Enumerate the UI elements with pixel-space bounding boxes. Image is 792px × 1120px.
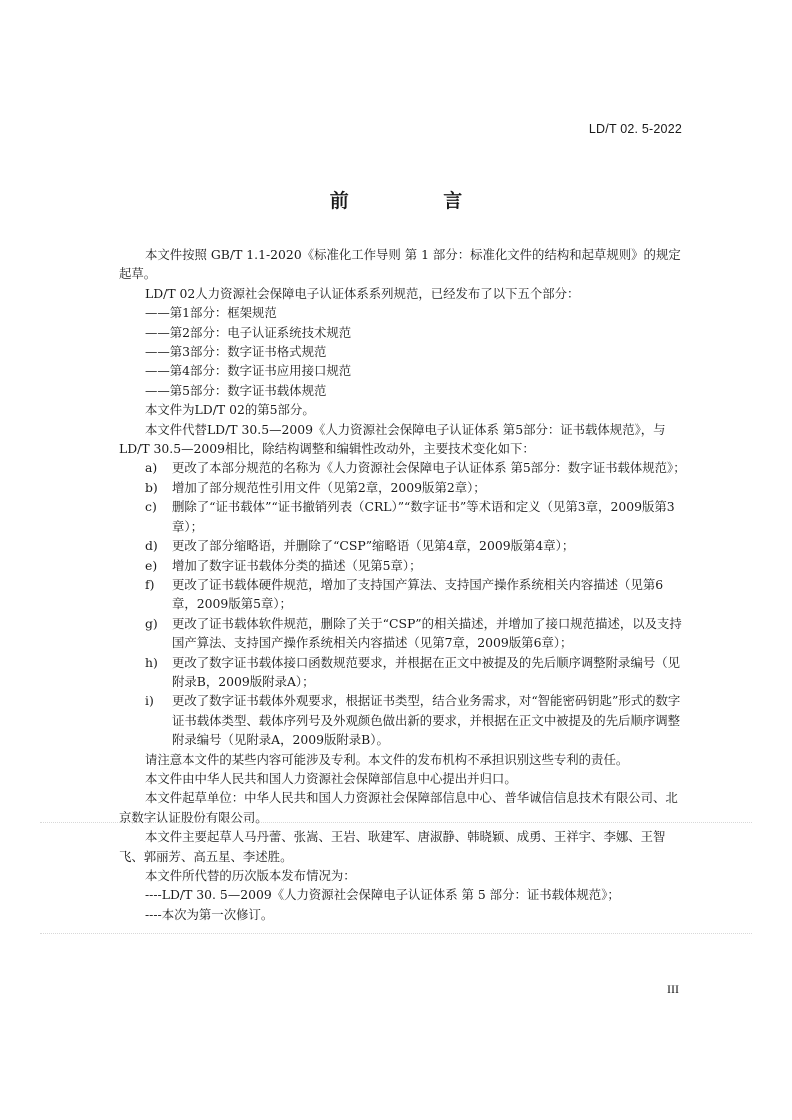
part-item: ——第2部分：电子认证系统技术规范 <box>145 324 352 340</box>
dotted-divider <box>40 822 752 823</box>
paragraph: 本文件所代替的历次版本发布情况为： <box>145 868 356 883</box>
list-marker: g) <box>145 615 158 631</box>
page-number: III <box>667 982 679 996</box>
list-marker: f) <box>145 576 155 592</box>
paragraph: LD/T 02人力资源社会保障电子认证体系系列规范，已经发布了以下五个部分： <box>145 285 580 301</box>
history-item: ----LD/T 30. 5—2009《人力资源社会保障电子认证体系 第 5 部分：证书载体规范》； <box>145 887 620 903</box>
part-item: ——第5部分：数字证书载体规范 <box>145 382 327 398</box>
paragraph: 本文件按照 GB/T 1.1-2020《标准化工作导则 第 1 部分：标准化文件的结构和起草规则》的规定起草。 <box>119 247 681 282</box>
change-item <box>119 575 687 614</box>
part-item: ——第1部分：框架规范 <box>145 305 277 321</box>
change-item <box>119 478 687 497</box>
paragraph: 本文件由中华人民共和国人力资源社会保障部信息中心提出并归口。 <box>145 770 517 786</box>
page-title: 前 言 <box>329 190 507 212</box>
change-text: 删除了“证书载体”“证书撤销列表（CRL）”“数字证书”等术语和定义（见第3章，2009版第3章）； <box>172 499 675 534</box>
change-item <box>119 536 687 555</box>
paragraph: 本文件起草单位：中华人民共和国人力资源社会保障部信息中心、普华诚信信息技术有限公司、北京数字认证股份有限公司。 <box>119 790 678 825</box>
change-item <box>119 556 687 575</box>
change-text: 更改了部分缩略语，并删除了“CSP”缩略语（见第4章，2009版第4章）； <box>172 538 575 554</box>
document-code: LD/T 02. 5-2022 <box>588 122 682 136</box>
change-item <box>119 458 687 477</box>
paragraph: 本文件为LD/T 02的第5部分。 <box>145 402 315 418</box>
history-item: ----本次为第一次修订。 <box>145 906 274 922</box>
change-text: 更改了证书载体硬件规范，增加了支持国产算法、支持国产操作系统相关内容描述（见第6章，2009版第5章）； <box>172 576 664 612</box>
paragraph: 请注意本文件的某些内容可能涉及专利。本文件的发布机构不承担识别这些专利的责任。 <box>145 751 629 767</box>
list-marker: c) <box>145 499 157 515</box>
change-text: 增加了部分规范性引用文件（见第2章，2009版第2章）； <box>172 479 486 495</box>
list-marker: e) <box>145 557 158 573</box>
change-item <box>119 691 687 749</box>
list-marker: d) <box>145 538 158 554</box>
part-item: ——第3部分：数字证书格式规范 <box>145 344 327 360</box>
change-text: 更改了本部分规范的名称为《人力资源社会保障电子认证体系 第5部分：数字证书载体规范》； <box>172 460 686 476</box>
changes-list <box>119 458 687 749</box>
change-text: 更改了证书载体软件规范，删除了关于“CSP”的相关描述，并增加了接口规范描述，以及支持国产算法、支持国产操作系统相关内容描述（见第7章，2009版第6章）； <box>172 615 682 651</box>
change-item <box>119 614 687 653</box>
change-item <box>119 653 687 692</box>
list-marker: a) <box>145 460 158 476</box>
change-text: 更改了数字证书载体接口函数规范要求，并根据在正文中被提及的先后顺序调整附录编号（见附录B，2009版附录A）； <box>172 654 681 689</box>
part-item: ——第4部分：数字证书应用接口规范 <box>145 363 352 379</box>
list-marker: i) <box>145 693 154 709</box>
change-text: 更改了数字证书载体外观要求，根据证书类型，结合业务需求，对“智能密码钥匙”形式的数字证书载体类型、载体序列号及外观颜色做出新的要求，并根据在正文中被提及的先后顺序调整附录编号（见附录A，2009版附录B）。 <box>172 693 681 748</box>
paragraph: 本文件主要起草人马丹蕾、张嵩、王岩、耿建军、唐淑静、韩晓颖、成勇、王祥宇、李娜、王智飞、郭丽芳、高五星、李述胜。 <box>119 829 666 864</box>
list-marker: b) <box>145 479 158 495</box>
list-marker: h) <box>145 654 158 670</box>
change-text: 增加了数字证书载体分类的描述（见第5章）； <box>172 557 422 573</box>
paragraph: 本文件代替LD/T 30.5—2009《人力资源社会保障电子认证体系 第5部分：证书载体规范》，与LD/T 30.5—2009相比，除结构调整和编辑性改动外，主要技术变化如下： <box>119 421 666 457</box>
change-item <box>119 497 687 536</box>
dotted-divider <box>40 933 752 934</box>
